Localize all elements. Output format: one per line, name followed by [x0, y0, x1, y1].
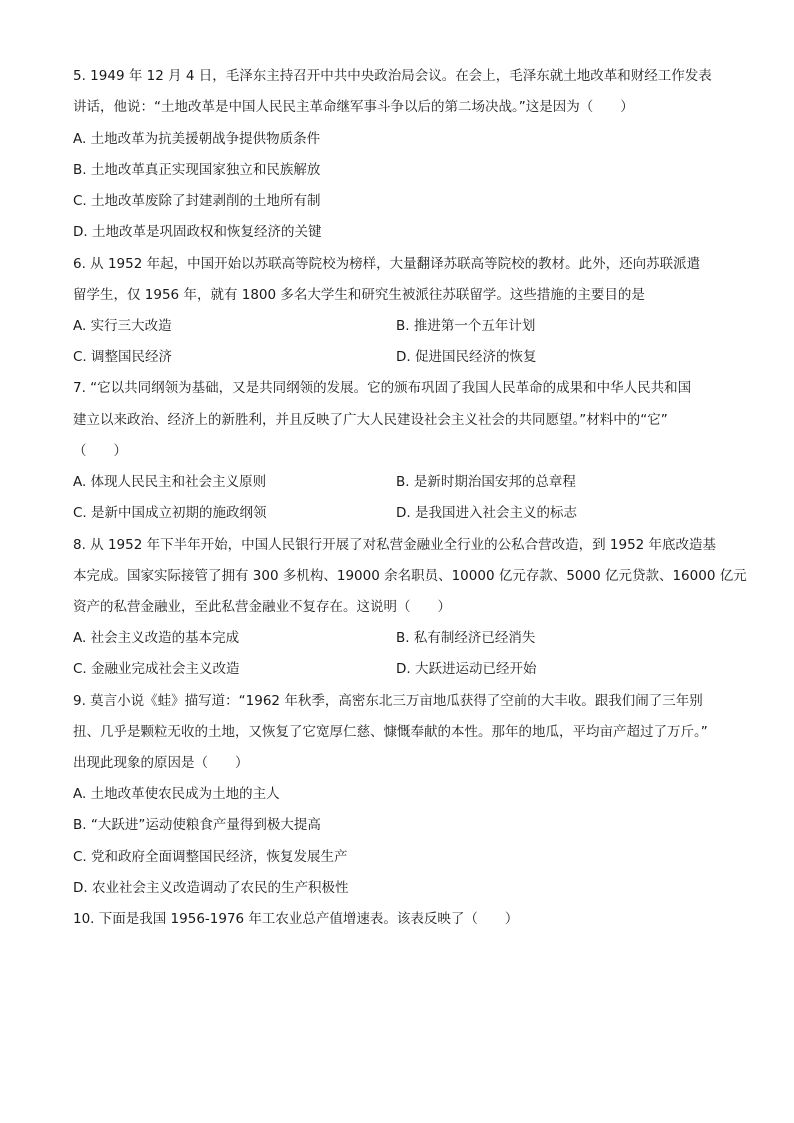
q7-option-c: C. 是新中国成立初期的施政纲领	[73, 505, 267, 521]
q8-stem-line-2: 本完成。国家实际接管了拥有 300 多机构、19000 余名职员、10000 亿元存款、5000 亿元贷款、16000 亿元	[73, 568, 747, 584]
q5-option-d: D. 土地改革是巩固政权和恢复经济的关键	[73, 224, 322, 240]
q5-option-c: C. 土地改革废除了封建剥削的土地所有制	[73, 193, 321, 209]
q6-stem-line-1: 6. 从 1952 年起，中国开始以苏联高等院校为榜样，大量翻译苏联高等院校的教材。此外，还向苏联派遣	[73, 256, 701, 272]
q5-stem-line-1: 5. 1949 年 12 月 4 日，毛泽东主持召开中共中央政治局会议。在会上，毛泽东就土地改革和财经工作发表	[73, 68, 712, 84]
q7-option-d: D. 是我国进入社会主义的标志	[396, 505, 577, 521]
q8-option-b: B. 私有制经济已经消失	[396, 630, 536, 646]
q9-option-b: B. “大跃进”运动使粮食产量得到极大提高	[73, 817, 321, 833]
q6-option-c: C. 调整国民经济	[73, 349, 173, 365]
q9-option-c: C. 党和政府全面调整国民经济，恢复发展生产	[73, 849, 348, 865]
q6-option-b: B. 推进第一个五年计划	[396, 318, 536, 334]
q7-option-b: B. 是新时期治国安邦的总章程	[396, 474, 576, 490]
q5-stem-line-2: 讲话，他说：“土地改革是中国人民民主革命继军事斗争以后的第二场决战。”这是因为（ ）	[73, 99, 634, 115]
q7-stem-line-3: （ ）	[73, 443, 127, 459]
q9-stem-line-2: 扭、几乎是颗粒无收的土地，又恢复了它宽厚仁慈、慷慨奉献的本性。那年的地瓜，平均亩产超过了万斤。”	[73, 724, 708, 740]
q7-stem-line-1: 7. “它以共同纲领为基础，又是共同纲领的发展。它的颁布巩固了我国人民革命的成果和中华人民共和国	[73, 380, 692, 396]
q8-stem-line-1: 8. 从 1952 年下半年开始，中国人民银行开展了对私营金融业全行业的公私合营改造，到 1952 年底改造基	[73, 537, 717, 553]
q6-option-d: D. 促进国民经济的恢复	[396, 349, 537, 365]
q9-stem-line-3: 出现此现象的原因是（ ）	[73, 755, 249, 771]
q10-stem-line-1: 10. 下面是我国 1956-1976 年工农业总产值增速表。该表反映了（ ）	[73, 911, 519, 927]
q8-stem-line-3: 资产的私营金融业，至此私营金融业不复存在。这说明（ ）	[73, 599, 451, 615]
q8-option-a: A. 社会主义改造的基本完成	[73, 630, 240, 646]
q5-option-b: B. 土地改革真正实现国家独立和民族解放	[73, 162, 321, 178]
q8-option-c: C. 金融业完成社会主义改造	[73, 661, 240, 677]
q8-option-d: D. 大跃进运动已经开始	[396, 661, 537, 677]
q9-stem-line-1: 9. 莫言小说《蛙》描写道：“1962 年秋季，高密东北三万亩地瓜获得了空前的大丰收。跟我们闹了三年别	[73, 693, 703, 709]
q9-option-d: D. 农业社会主义改造调动了农民的生产积极性	[73, 880, 349, 896]
q6-stem-line-2: 留学生，仅 1956 年，就有 1800 多名大学生和研究生被派往苏联留学。这些措施的主要目的是	[73, 287, 645, 303]
q5-option-a: A. 土地改革为抗美援朝战争提供物质条件	[73, 131, 321, 147]
q9-option-a: A. 土地改革使农民成为土地的主人	[73, 786, 280, 802]
q6-option-a: A. 实行三大改造	[73, 318, 172, 334]
q7-option-a: A. 体现人民民主和社会主义原则	[73, 474, 267, 490]
q7-stem-line-2: 建立以来政治、经济上的新胜利，并且反映了广大人民建设社会主义社会的共同愿望。”材料中的“它”	[73, 412, 668, 428]
